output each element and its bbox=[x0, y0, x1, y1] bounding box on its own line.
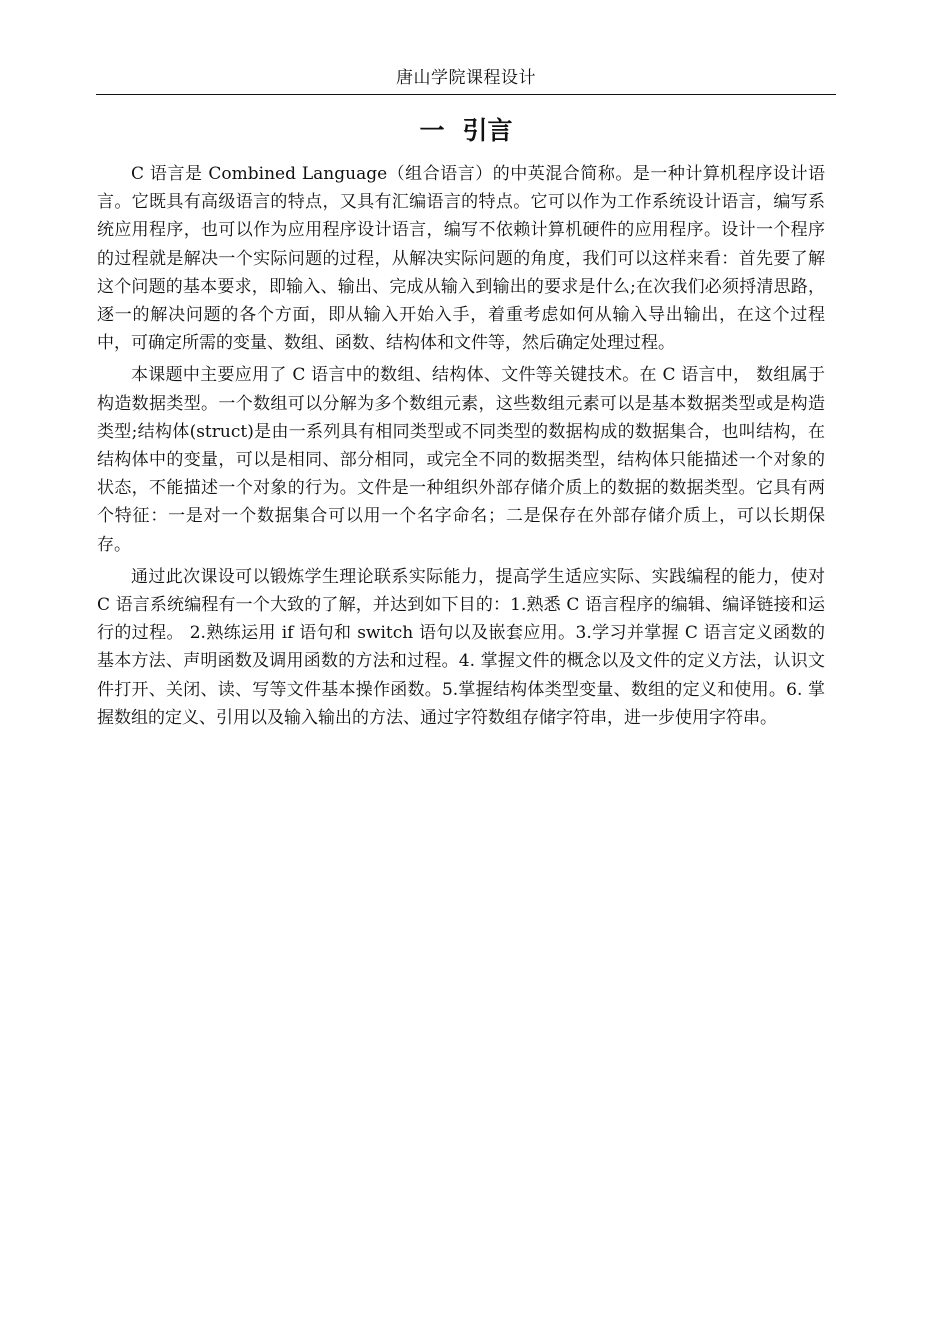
section-title bbox=[96, 114, 836, 148]
paragraph: C 语言是 Combined Language（组合语言）的中英混合简称。是一种计算机程序设计语言。它既具有高级语言的特点，又具有汇编语言的特点。它可以作为工作系统设计语言，编写系统应用程序，也可以作为应用程序设计语言，编写不依赖计算机硬件的应用程序。设计一个程序的过程就是解决一个实际问题的过程，从解决实际问题的角度，我们可以这样来看：首先要了解这个问题的基本要求，即输入、输出、完成从输入到输出的要求是什么;在次我们必须捋清思路，逐一的解决问题的各个方面，即从输入开始入手，着重考虑如何从输入导出输出，在这个过程中，可确定所需的变量、数组、函数、结构体和文件等，然后确定处理过程。 bbox=[97, 164, 825, 354]
paragraph: 本课题中主要应用了 C 语言中的数组、结构体、文件等关键技术。在 C 语言中， 数组属于构造数据类型。一个数组可以分解为多个数组元素，这些数组元素可以是基本数据类型或是构造类型;结构体(struct)是由一系列具有相同类型或不同类型的数据构成的数据集合，也叫结构，在结构体中的变量，可以是相同、部分相同，或完全不同的数据类型，结构体只能描述一个对象的状态，不能描述一个对象的行为。文件是一种组织外部存储介质上的数据的数据类型。它具有两个特征：一是对一个数据集合可以用一个名字命名；二是保存在外部存储介质上，可以长期保存。 bbox=[97, 365, 825, 555]
section-number: 一 bbox=[419, 116, 445, 145]
body-text bbox=[97, 160, 825, 736]
header-rule bbox=[96, 94, 836, 95]
running-header: 唐山学院课程设计 bbox=[396, 68, 536, 88]
section-title-text: 引言 bbox=[462, 116, 513, 145]
paragraph: 通过此次课设可以锻炼学生理论联系实际能力，提高学生适应实际、实践编程的能力，使对 C 语言系统编程有一个大致的了解，并达到如下目的：1.熟悉 C 语言程序的编辑、编译链接和运行的过程。 2.熟练运用 if 语句和 switch 语句以及嵌套应用。3.学习并掌握 C 语言定义函数的基本方法、声明函数及调用函数的方法和过程。4. 掌握文件的概念以及文件的定义方法，认识文件打开、关闭、读、写等文件基本操作函数。5.掌握结构体类型变量、数组的定义和使用。6. 掌握数组的定义、引用以及输入输出的方法、通过字符数组存储字符串，进一步使用字符串。 bbox=[97, 566, 825, 728]
